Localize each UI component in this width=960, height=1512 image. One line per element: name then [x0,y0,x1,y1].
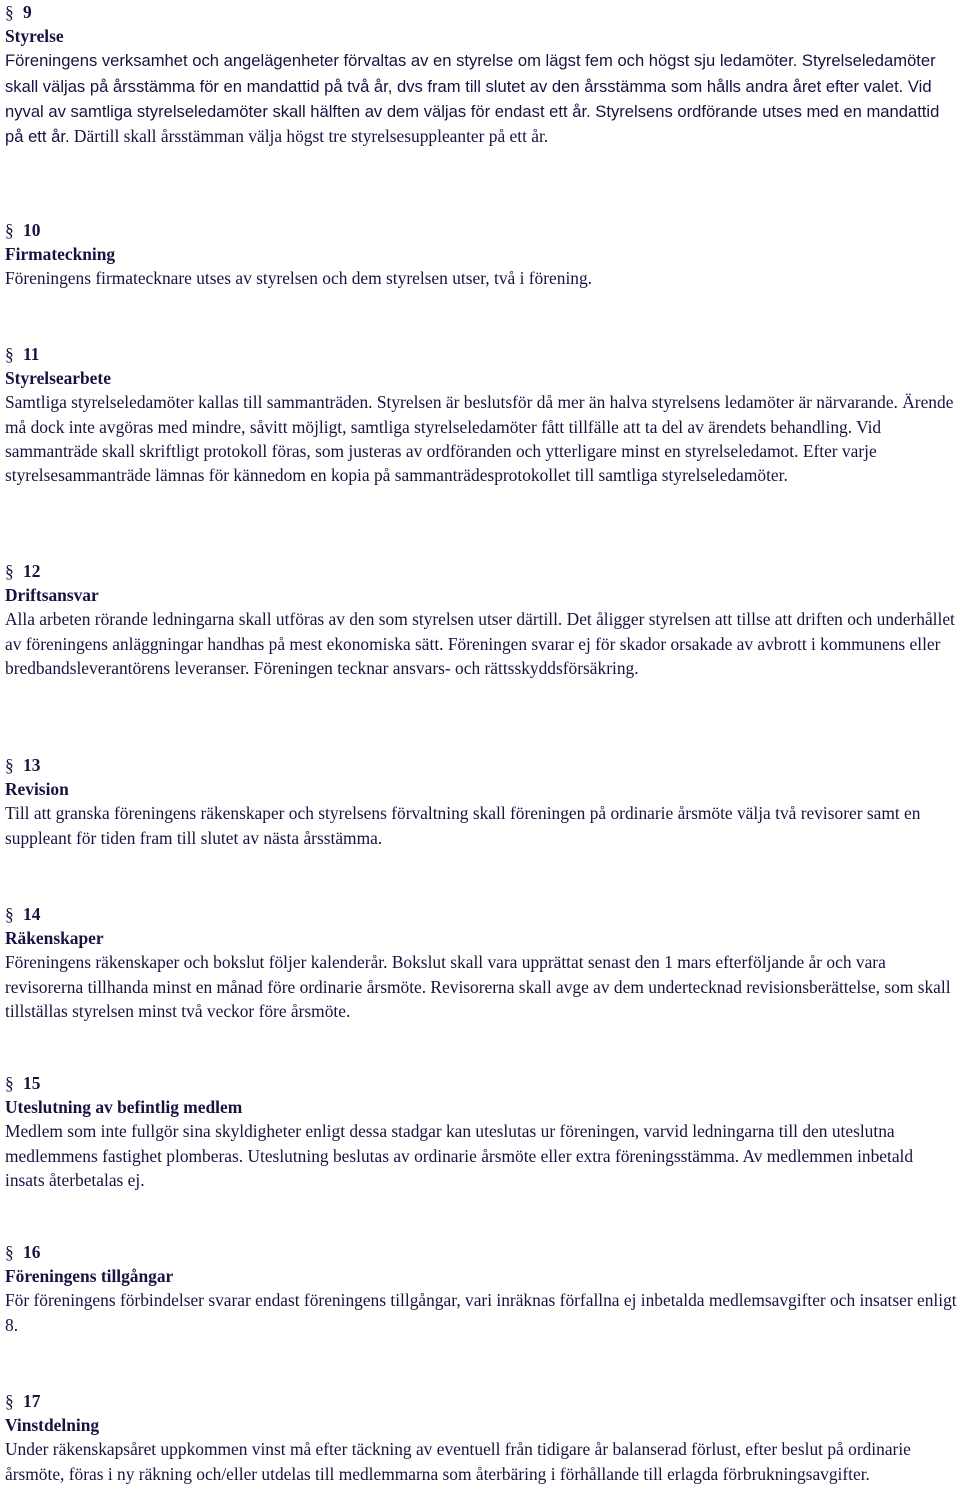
section-title: Styrelsearbete [5,368,111,389]
section-17 [5,1389,957,1486]
section-number [5,902,957,926]
section-15 [5,1071,957,1192]
section-body-serif: Därtill skall årsstämman välja högst tre styrelsesuppleanter på ett år. [69,126,549,147]
section-14 [5,902,957,1023]
section-number [5,342,957,366]
section-title: Styrelse [5,26,64,47]
paragraph-icon: § [5,220,14,240]
section-13 [5,753,957,850]
section-number [5,218,957,242]
paragraph-icon: § [5,904,14,924]
section-number [5,753,957,777]
section-title: Räkenskaper [5,928,104,949]
section-11 [5,342,957,487]
section-number [5,1240,957,1264]
section-9 [5,0,957,149]
paragraph-icon: § [5,561,14,581]
section-number-value: 10 [23,220,41,240]
paragraph-icon: § [5,1391,14,1411]
section-number-value: 9 [23,2,32,22]
paragraph-icon: § [5,2,14,22]
section-body: Föreningens räkenskaper och bokslut följer kalenderår. Bokslut skall vara upprättat senast den 1 mars efterföljande år och vara revisorerna tillhanda minst en månad före ordinarie årsmöte. Revisorerna skall avge av dem undertecknad revisionsberättelse, som skall tillställas styrelsen minst två veckor före årsmöte. [5,952,951,1021]
section-number-value: 16 [23,1242,41,1262]
section-number [5,0,957,24]
section-body: Alla arbeten rörande ledningarna skall utföras av den som styrelsen utser därtill. Det åligger styrelsen att tillse att driften och underhållet av föreningens anläggningar handhas på mest ekonomiska sätt. Föreningen svarar ej för skador orsakade av avbrott i kommunens eller bredbandsleverantörens leveranser. Föreningen tecknar ansvars- och rättsskyddsförsäkring. [5,609,955,678]
section-body: Till att granska föreningens räkenskaper och styrelsens förvaltning skall föreningen på ordinarie årsmöte välja två revisorer samt en suppleant för tiden fram till slutet av nästa årsstämma. [5,803,921,848]
section-title: Firmateckning [5,244,116,265]
section-body: Föreningens firmatecknare utses av styrelsen och dem styrelsen utser, två i förening. [5,268,593,289]
section-number [5,559,957,583]
section-title: Revision [5,779,69,800]
section-title: Vinstdelning [5,1415,100,1436]
section-number-value: 11 [23,344,40,364]
section-16 [5,1240,957,1337]
section-12 [5,559,957,680]
paragraph-icon: § [5,755,14,775]
section-body-sans: Föreningens verksamhet och angelägenheter förvaltas av en styrelse om lägst fem och högst sju ledamöter. Styrelseledamöter skall väljas på årsstämma för en mandattid på två år, dvs fram till slutet av den årsstämma som hålls andra året efter valet. Vid nyval av samtliga styrelseledamöter skall hälften av dem väljas för endast ett år. Styrelsens ordförande utses med en mandattid på ett år. [5,51,940,147]
section-number-value: 14 [23,904,41,924]
section-body [5,48,957,149]
section-body: Samtliga styrelseledamöter kallas till sammanträden. Styrelsen är beslutsför då mer än halva styrelsens ledamöter är närvarande. Ärende må dock inte avgöras med mindre, såvitt möjligt, samtliga styrelseledamöter fått tillfälle att ta del av ärendets behandling. Vid sammanträde skall skriftligt protokoll föras, som justeras av ordföranden och ytterligare minst en styrelseledamot. Efter varje styrelsesammanträde lämnas för kännedom en kopia på sammanträdesprotokollet till samtliga styrelseledamöter. [5,392,954,486]
section-number [5,1071,957,1095]
section-number-value: 17 [23,1391,41,1411]
section-body: Under räkenskapsåret uppkommen vinst må efter täckning av eventuell från tidigare år balanserad förlust, efter beslut på ordinarie årsmöte, föras i ny räkning och/eller utdelas till medlemmarna som återbäring i förhållande till erlagda förbrukningsavgifter. [5,1439,911,1484]
section-10 [5,218,957,291]
section-title: Föreningens tillgångar [5,1266,174,1287]
section-title: Uteslutning av befintlig medlem [5,1097,243,1118]
paragraph-icon: § [5,1242,14,1262]
section-body: Medlem som inte fullgör sina skyldigheter enligt dessa stadgar kan uteslutas ur föreningen, varvid ledningarna till den uteslutna medlemmens fastighet plomberas. Uteslutning beslutas av ordinarie årsmöte eller extra föreningsstämma. Av medlemmen inbetald insats återbetalas ej. [5,1121,914,1190]
section-number-value: 13 [23,755,41,775]
paragraph-icon: § [5,1073,14,1093]
section-body: För föreningens förbindelser svarar endast föreningens tillgångar, vari inräknas förfallna ej inbetalda medlemsavgifter och insatser enligt 8. [5,1290,957,1335]
section-number-value: 12 [23,561,41,581]
section-number [5,1389,957,1413]
paragraph-icon: § [5,344,14,364]
section-number-value: 15 [23,1073,41,1093]
section-title: Driftsansvar [5,585,99,606]
